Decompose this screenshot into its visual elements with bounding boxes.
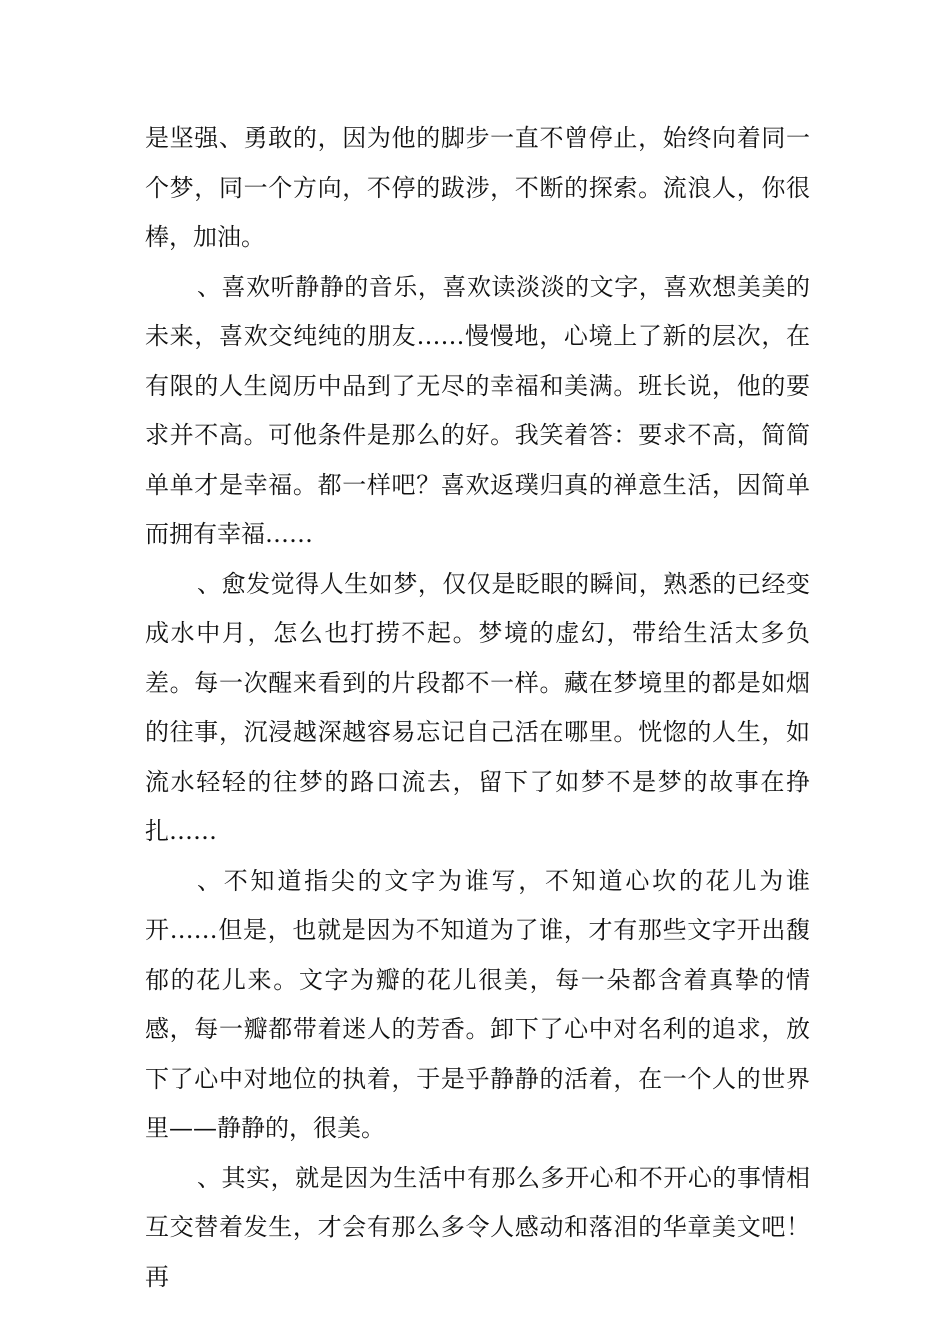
document-body: [145, 114, 810, 1302]
paragraph-5: 、其实，就是因为生活中有那么多开心和不开心的事情相互交替着发生，才会有那么多令人感动和落泪的华章美文吧！再: [145, 1163, 810, 1291]
paragraph-2: 、喜欢听静静的音乐，喜欢读淡淡的文字，喜欢想美美的未来，喜欢交纯纯的朋友……慢慢地，心境上了新的层次，在有限的人生阅历中品到了无尽的幸福和美满。班长说，他的要求并不高。可他条件是那么的好。我笑着答：要求不高，简简单单才是幸福。都一样吧？喜欢返璞归真的禅意生活，因简单而拥有幸福……: [145, 272, 810, 548]
paragraph-3: 、愈发觉得人生如梦，仅仅是眨眼的瞬间，熟悉的已经变成水中月，怎么也打捞不起。梦境的虚幻，带给生活太多负差。每一次醒来看到的片段都不一样。藏在梦境里的都是如烟的往事，沉浸越深越容易忘记自己活在哪里。恍惚的人生，如流水轻轻的往梦的路口流去，留下了如梦不是梦的故事在挣扎……: [145, 569, 810, 845]
paragraph-4: 、不知道指尖的文字为谁写，不知道心坎的花儿为谁开……但是，也就是因为不知道为了谁，才有那些文字开出馥郁的花儿来。文字为瓣的花儿很美，每一朵都含着真挚的情感，每一瓣都带着迷人的芳香。卸下了心中对名利的追求，放下了心中对地位的执着，于是乎静静的活着，在一个人的世界里——静静的，很美。: [145, 866, 810, 1142]
paragraph-1: 是坚强、勇敢的，因为他的脚步一直不曾停止，始终向着同一个梦，同一个方向，不停的跋涉，不断的探索。流浪人，你很棒，加油。: [145, 124, 810, 251]
